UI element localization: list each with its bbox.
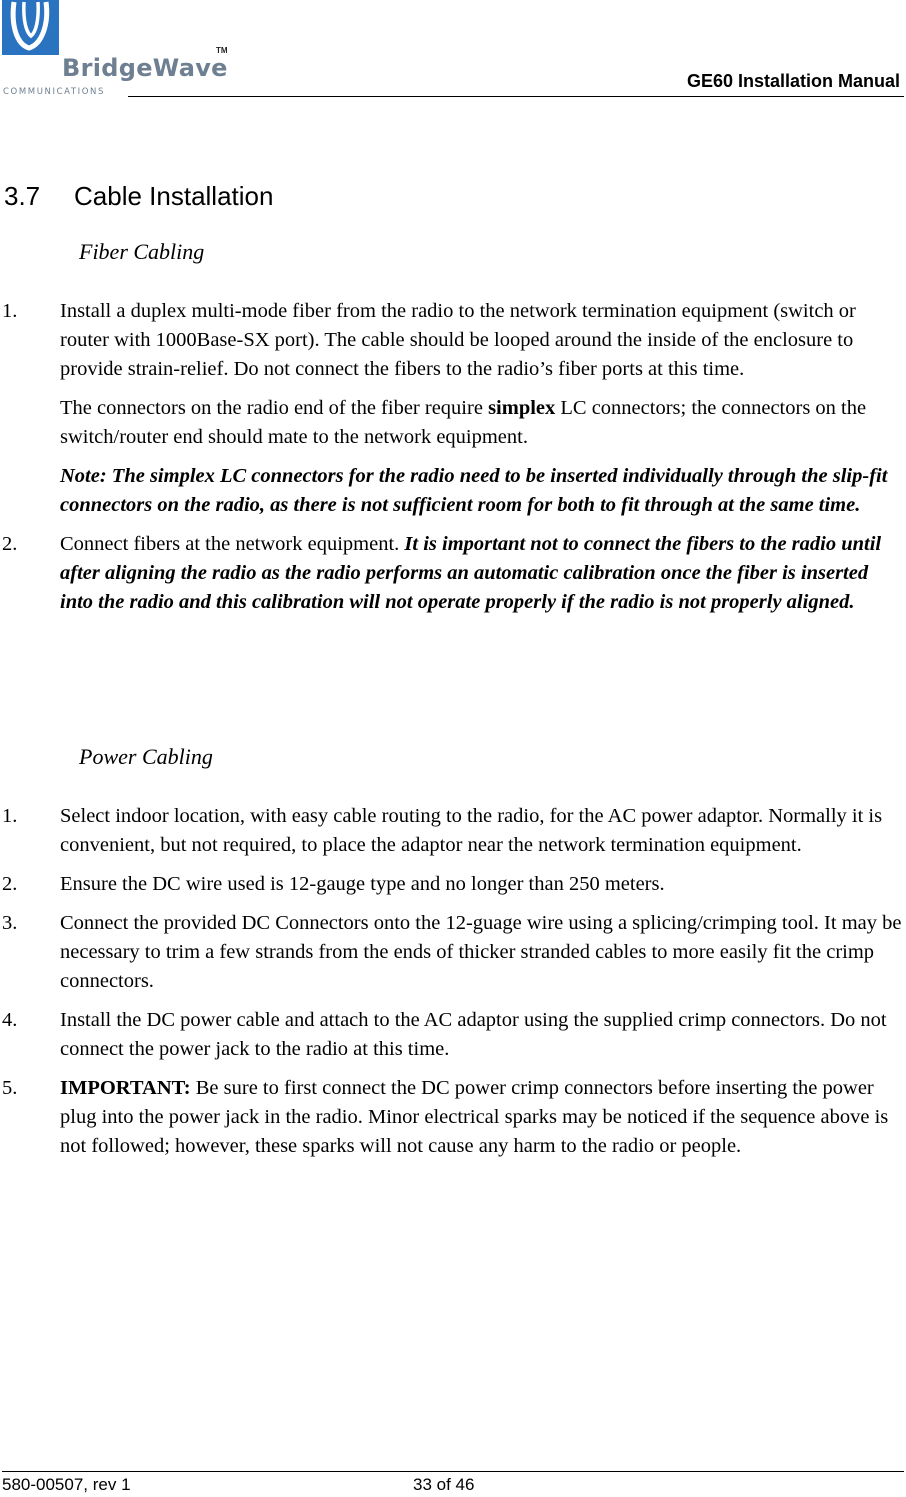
step-text: Select indoor location, with easy cable routing to the radio, for the AC power adaptor. Normally it is convenient, but not required, to place the adaptor near the network termination equipment. <box>60 805 883 856</box>
step-number: 5. <box>2 1077 18 1099</box>
note: Note: The simplex LC connectors for the radio need to be inserted individually through the slip-fit connectors on the radio, as there is not sufficient room for both to fit through at the same time. <box>60 465 888 516</box>
fiber-step-1 <box>0 297 906 520</box>
step-text: Install the DC power cable and attach to the AC adaptor using the supplied crimp connectors. Do not connect the power jack to the radio at this time. <box>60 1009 887 1060</box>
warning-emphasis: It is important not to connect the fibers to the radio until after aligning the radio as the radio performs an automatic calibration once the fiber is inserted into the radio and this calibration will not operate properly if the radio is not properly aligned. <box>60 533 882 613</box>
bridgewave-logo <box>0 0 230 100</box>
page-header <box>0 0 906 100</box>
footer-divider <box>2 1471 904 1472</box>
document-number: 580-00507, rev 1 <box>2 1475 131 1494</box>
step-number: 1. <box>2 300 18 322</box>
simplex-emphasis: simplex <box>488 397 556 419</box>
bridgewave-logo-mark-icon <box>2 0 59 55</box>
section-heading <box>4 181 273 212</box>
step-text: Connect fibers at the network equipment. It is important not to connect the fibers to the radio until after aligning the radio as the radio performs an automatic calibration once the fiber is inserted into the radio and this calibration will not operate properly if the radio is not properly aligned. <box>60 533 882 613</box>
manual-title: GE60 Installation Manual <box>686 71 900 91</box>
power-step-2 <box>0 870 906 899</box>
step-text: Ensure the DC wire used is 12-gauge type and no longer than 250 meters. <box>60 873 665 895</box>
power-step-4 <box>0 1006 906 1064</box>
power-step-5 <box>0 1074 906 1161</box>
header-divider <box>128 96 904 97</box>
power-step-3 <box>0 909 906 996</box>
connector-requirement: The connectors on the radio end of the fiber require simplex LC connectors; the connectors on the switch/router end should mate to the network equipment. <box>60 397 867 448</box>
logo-wordmark: BridgeWave <box>62 54 228 82</box>
page-number: 33 of 46 <box>413 1475 475 1494</box>
logo-subtitle: COMMUNICATIONS <box>3 87 106 97</box>
step-number: 2. <box>2 533 18 555</box>
step-text: Install a duplex multi-mode fiber from the radio to the network termination equipment (switch or router with 1000Base-SX port). The cable should be looped around the inside of the enclosure to provide strain-relief. Do not connect the fibers to the radio’s fiber ports at this time. <box>60 300 856 380</box>
logo-trademark: TM <box>216 46 228 55</box>
important-label: IMPORTANT: <box>60 1077 191 1099</box>
section-number: 3.7 <box>4 181 41 211</box>
step-number: 2. <box>2 873 18 895</box>
fiber-step-2 <box>0 530 906 617</box>
step-number: 4. <box>2 1009 18 1031</box>
power-steps-list <box>0 802 906 1171</box>
step-text: IMPORTANT: Be sure to first connect the DC power crimp connectors before inserting the power plug into the power jack in the radio. Minor electrical sparks may be noticed if the sequence above is not followed; however, these sparks will not cause any harm to the radio or people. <box>60 1077 889 1157</box>
power-cabling-heading: Power Cabling <box>79 744 213 769</box>
power-step-1 <box>0 802 906 860</box>
step-number: 1. <box>2 805 18 827</box>
step-text: Connect the provided DC Connectors onto the 12-guage wire using a splicing/crimping tool. It may be necessary to trim a few strands from the ends of thicker stranded cables to more easily fit the crimp connectors. <box>60 912 902 992</box>
fiber-steps-list <box>0 297 906 627</box>
fiber-cabling-heading: Fiber Cabling <box>79 239 205 264</box>
step-number: 3. <box>2 912 18 934</box>
section-title: Cable Installation <box>74 181 274 211</box>
